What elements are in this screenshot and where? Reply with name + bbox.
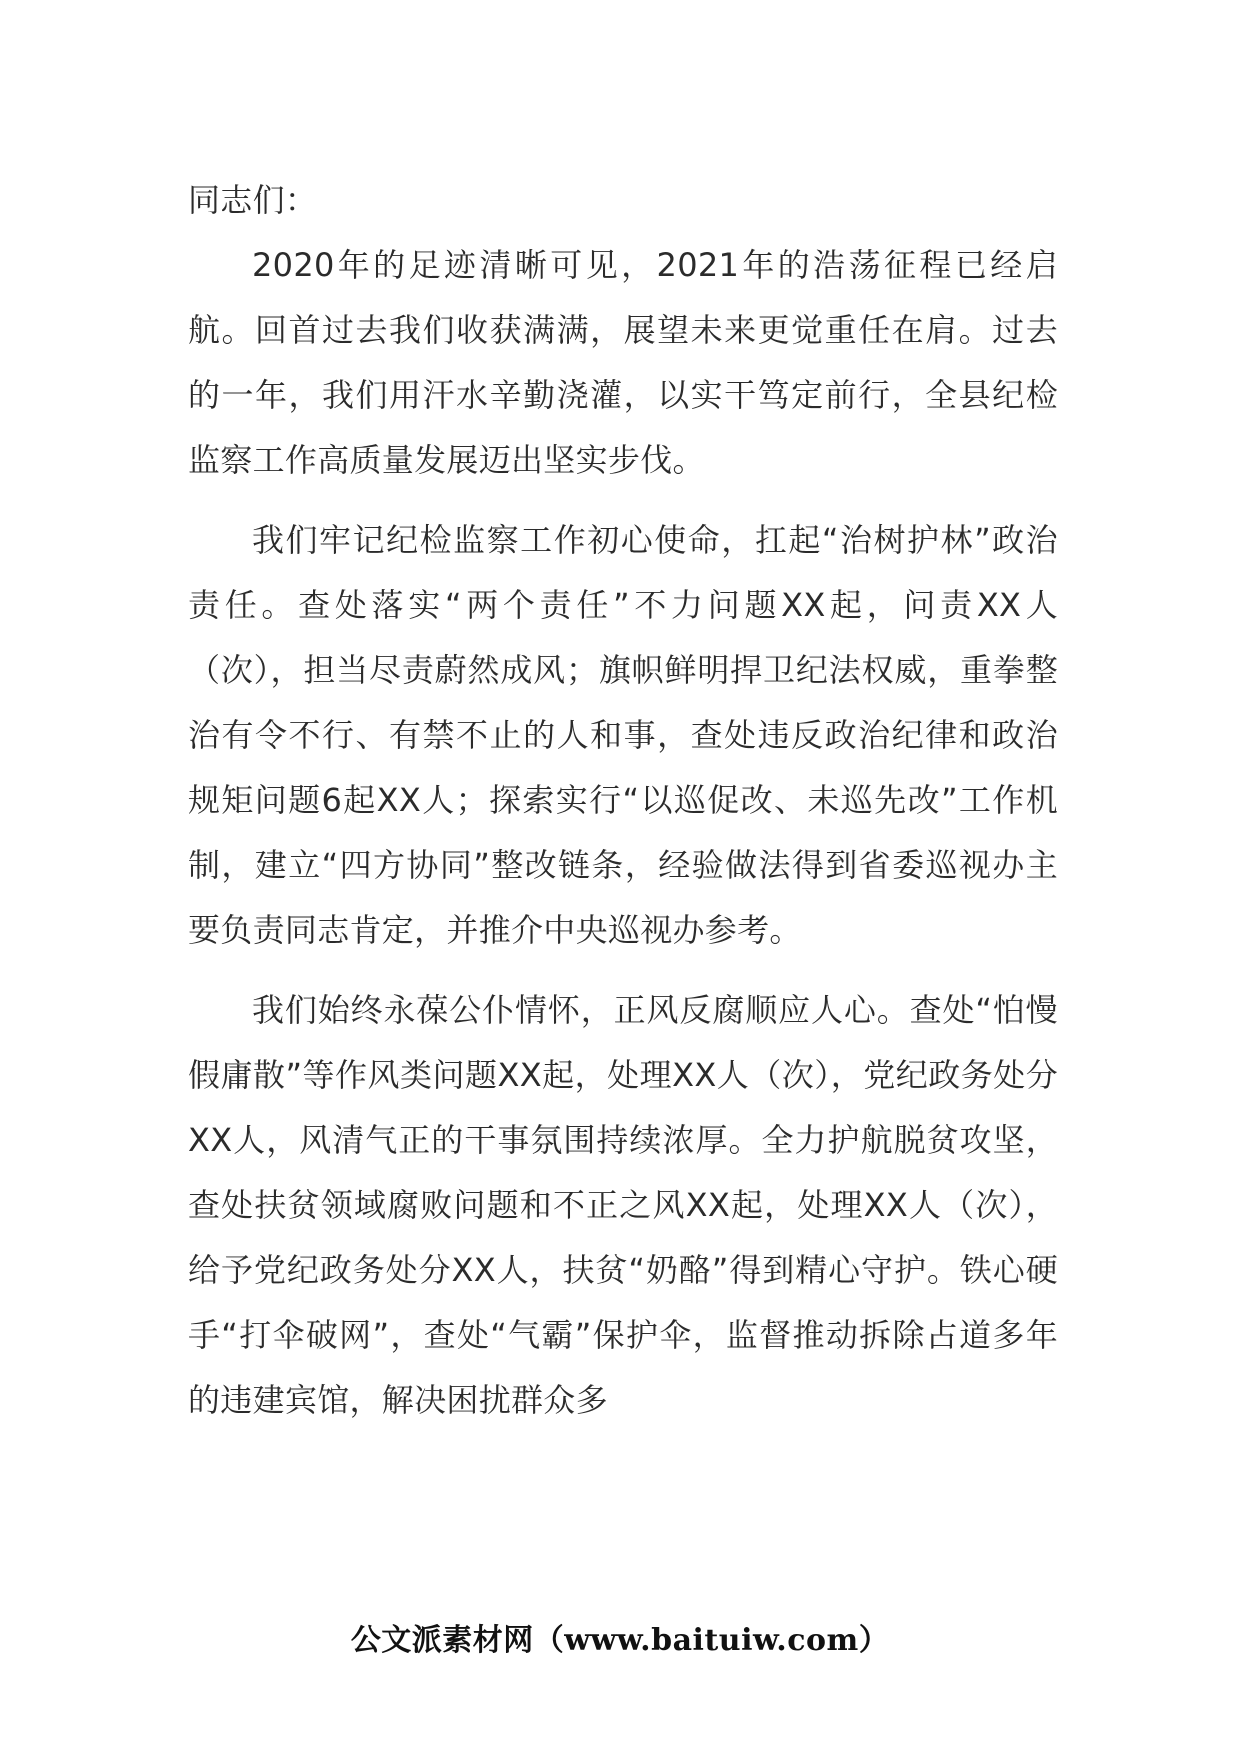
paragraph-1: 2020年的足迹清晰可见，2021年的浩荡征程已经启航。回首过去我们收获满满，展望未来更觉重任在肩。过去的一年，我们用汗水辛勤浇灌，以实干笃定前行，全县纪检监察工作高质量发展迈出坚实步伐。 [188,246,1058,479]
paragraph-3: 我们始终永葆公仆情怀，正风反腐顺应人心。查处“怕慢假庸散”等作风类问题XX起，处理XX人（次），党纪政务处分XX人，风清气正的干事氛围持续浓厚。全力护航脱贫攻坚，查处扶贫领域腐败问题和不正之风XX起，处理XX人（次），给予党纪政务处分XX人，扶贫“奶酪”得到精心守护。铁心硬手“打伞破网”，查处“气霸”保护伞，监督推动拆除占道多年的违建宾馆，解决困扰群众多 [188,991,1058,1419]
source-footer: 公文派素材网（www.baituiw.com） [350,1623,890,1658]
document-body [188,168,1058,1448]
paragraph-2: 我们牢记纪检监察工作初心使命，扛起“治树护林”政治责任。查处落实“两个责任”不力问题XX起，问责XX人（次），担当尽责蔚然成风；旗帜鲜明捍卫纪法权威，重拳整治有令不行、有禁不止的人和事，查处违反政治纪律和政治规矩问题6起XX人；探索实行“以巡促改、未巡先改”工作机制，建立“四方协同”整改链条，经验做法得到省委巡视办主要负责同志肯定，并推介中央巡视办参考。 [188,521,1058,949]
salutation: 同志们： [188,181,318,219]
